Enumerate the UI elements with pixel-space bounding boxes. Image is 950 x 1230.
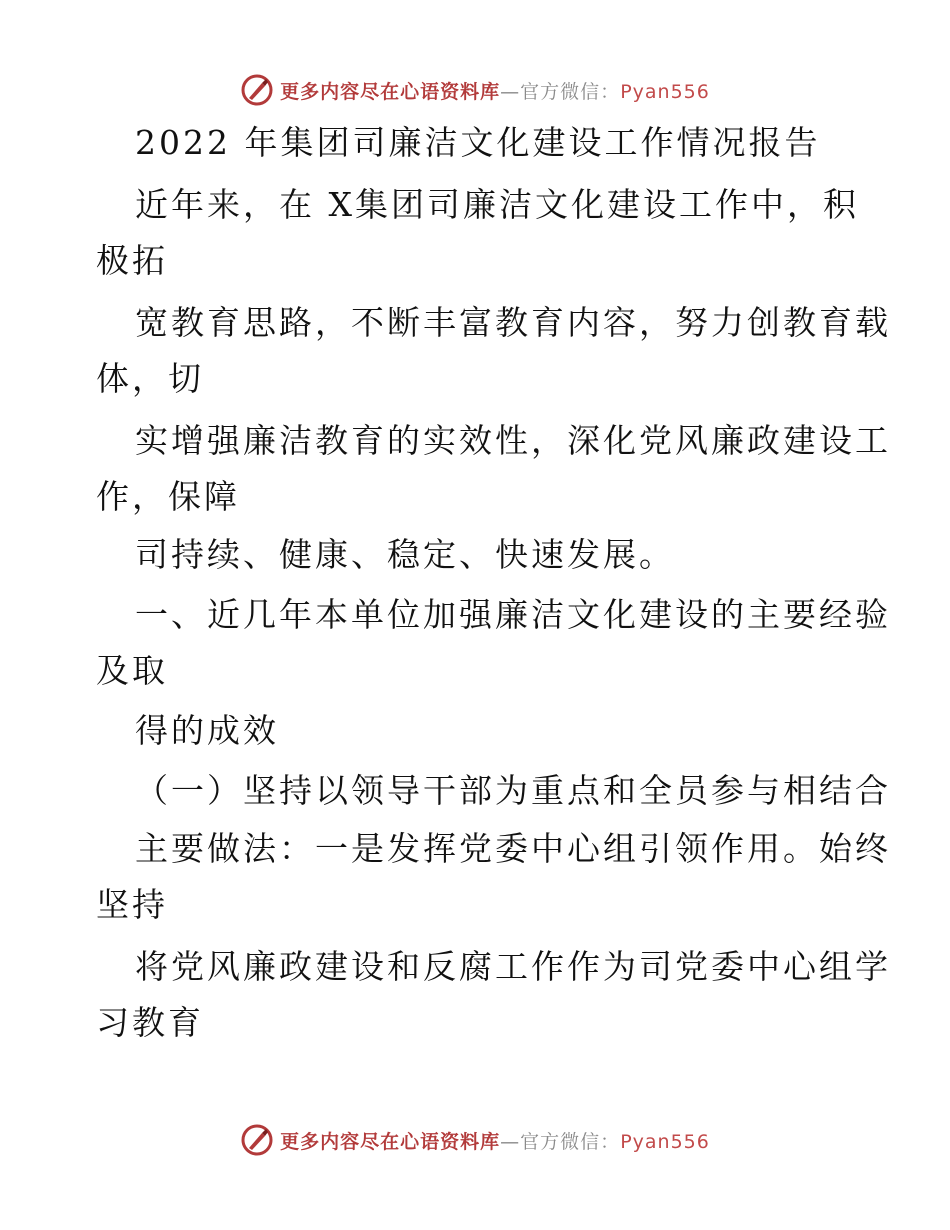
watermark-wechat: Pyan556	[620, 1130, 710, 1153]
paragraph-line: 习教育	[96, 1003, 204, 1042]
watermark-main: 更多内容尽在心语资料库	[280, 80, 501, 103]
section-heading-line: 得的成效	[135, 711, 279, 750]
paragraph-line: 坚持	[96, 885, 168, 924]
paragraph-line: 近年来，在 X集团司廉洁文化建设工作中，积	[135, 185, 859, 224]
watermark-banner-bottom	[0, 1120, 950, 1160]
subsection-heading: （一）坚持以领导干部为重点和全员参与相结合	[135, 771, 891, 810]
watermark-banner-top	[0, 70, 950, 110]
paragraph-line: 作，保障	[96, 477, 240, 516]
paragraph-line: 将党风廉政建设和反腐工作作为司党委中心组学	[135, 947, 891, 986]
paragraph-line: 司持续、健康、稳定、快速发展。	[135, 535, 675, 574]
section-heading-line: 及取	[96, 651, 168, 690]
watermark-text	[280, 1127, 710, 1154]
pen-logo-icon	[240, 73, 274, 107]
watermark-text	[280, 77, 710, 104]
watermark-main: 更多内容尽在心语资料库	[280, 1130, 501, 1153]
watermark-dash: —	[500, 1130, 521, 1153]
watermark-label: 官方微信：	[520, 80, 621, 103]
watermark-label: 官方微信：	[520, 1130, 621, 1153]
paragraph-line: 极拓	[96, 241, 168, 280]
watermark-wechat: Pyan556	[620, 80, 710, 103]
section-heading: 一、近几年本单位加强廉洁文化建设的主要经验	[135, 595, 891, 634]
paragraph-line: 体，切	[96, 359, 204, 398]
paragraph-line: 主要做法：一是发挥党委中心组引领作用。始终	[135, 829, 891, 868]
pen-logo-icon	[240, 1123, 274, 1157]
paragraph-line: 宽教育思路，不断丰富教育内容，努力创教育载	[135, 303, 891, 342]
watermark-dash: —	[500, 80, 521, 103]
document-title: 2022 年集团司廉洁文化建设工作情况报告	[135, 123, 821, 162]
paragraph-line: 实增强廉洁教育的实效性，深化党风廉政建设工	[135, 421, 891, 460]
